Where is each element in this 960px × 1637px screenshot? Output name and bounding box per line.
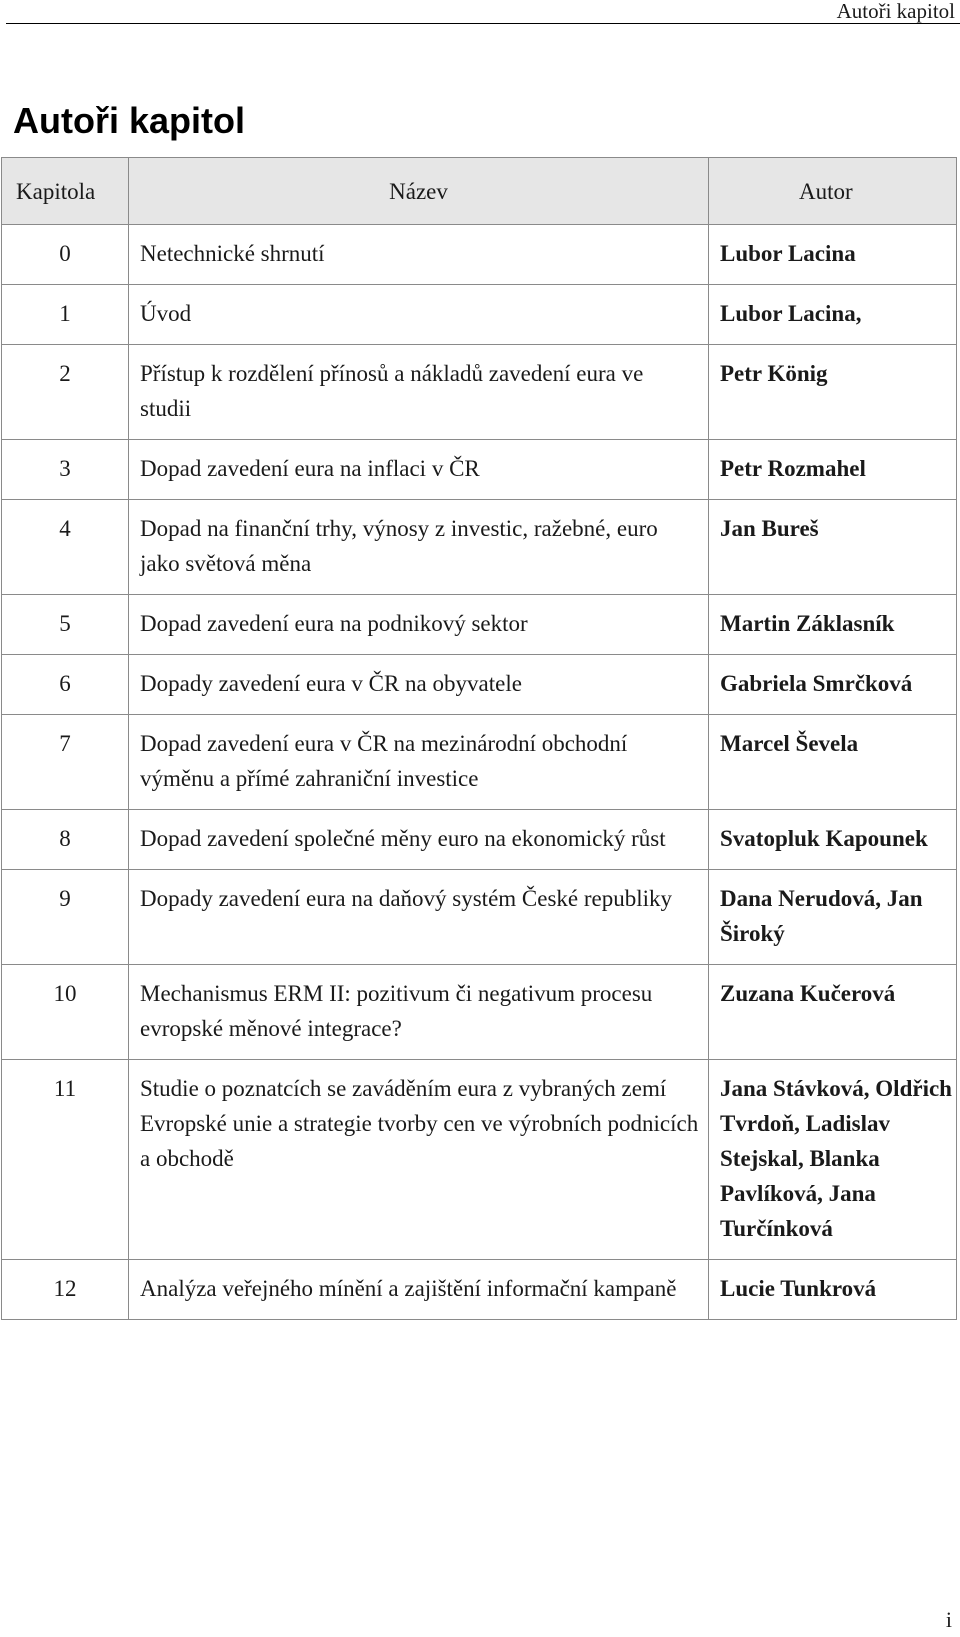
chapter-author: Petr König — [709, 345, 957, 440]
chapter-number: 8 — [2, 810, 129, 870]
chapter-author: Petr Rozmahel — [709, 440, 957, 500]
table-row — [2, 965, 957, 1060]
chapter-title: Přístup k rozdělení přínosů a nákladů zavedení eura ve studii — [129, 345, 709, 440]
running-header: Autoři kapitol — [836, 0, 955, 23]
authors-table — [1, 157, 957, 1320]
column-header-author: Autor — [709, 158, 957, 225]
chapter-number: 9 — [2, 870, 129, 965]
chapter-author: Gabriela Smrčková — [709, 655, 957, 715]
column-header-chapter: Kapitola — [2, 158, 129, 225]
chapter-author: Marcel Ševela — [709, 715, 957, 810]
chapter-number: 11 — [2, 1060, 129, 1260]
table-row — [2, 285, 957, 345]
chapter-author: Lubor Lacina, — [709, 285, 957, 345]
chapter-author: Jan Bureš — [709, 500, 957, 595]
table-row — [2, 440, 957, 500]
chapter-author: Lucie Tunkrová — [709, 1260, 957, 1320]
chapter-number: 10 — [2, 965, 129, 1060]
chapter-title: Analýza veřejného mínění a zajištění informační kampaně — [129, 1260, 709, 1320]
table-row — [2, 715, 957, 810]
table-row — [2, 225, 957, 285]
chapter-number: 2 — [2, 345, 129, 440]
page-title: Autoři kapitol — [13, 100, 245, 141]
chapter-number: 0 — [2, 225, 129, 285]
chapter-title: Dopad zavedení eura na podnikový sektor — [129, 595, 709, 655]
table-row — [2, 595, 957, 655]
chapter-number: 7 — [2, 715, 129, 810]
table-header-row — [2, 158, 957, 225]
chapter-title: Úvod — [129, 285, 709, 345]
chapter-author: Jana Stávková, Oldřich Tvrdoň, Ladislav Stejskal, Blanka Pavlíková, Jana Turčínková — [709, 1060, 957, 1260]
chapter-title: Dopad zavedení eura v ČR na mezinárodní obchodní výměnu a přímé zahraniční investice — [129, 715, 709, 810]
table-row — [2, 500, 957, 595]
chapter-title: Studie o poznatcích se zaváděním eura z vybraných zemí Evropské unie a strategie tvorby cen ve výrobních podnicích a obchodě — [129, 1060, 709, 1260]
chapter-author: Svatopluk Kapounek — [709, 810, 957, 870]
chapter-number: 1 — [2, 285, 129, 345]
page-number: i — [945, 1607, 952, 1632]
chapter-title: Dopady zavedení eura na daňový systém České republiky — [129, 870, 709, 965]
chapter-author: Lubor Lacina — [709, 225, 957, 285]
table-row — [2, 345, 957, 440]
chapter-author: Zuzana Kučerová — [709, 965, 957, 1060]
column-header-title: Název — [129, 158, 709, 225]
chapter-number: 5 — [2, 595, 129, 655]
chapter-number: 12 — [2, 1260, 129, 1320]
header-rule — [6, 23, 960, 24]
chapter-number: 4 — [2, 500, 129, 595]
chapter-number: 6 — [2, 655, 129, 715]
chapter-title: Dopad na finanční trhy, výnosy z investic, ražebné, euro jako světová měna — [129, 500, 709, 595]
table-row — [2, 810, 957, 870]
chapter-author: Martin Záklasník — [709, 595, 957, 655]
chapter-author: Dana Nerudová, Jan Široký — [709, 870, 957, 965]
chapter-title: Dopad zavedení společné měny euro na ekonomický růst — [129, 810, 709, 870]
table-row — [2, 1260, 957, 1320]
chapter-title: Netechnické shrnutí — [129, 225, 709, 285]
table-row — [2, 655, 957, 715]
table-body — [2, 225, 957, 1320]
table-row — [2, 870, 957, 965]
chapter-title: Mechanismus ERM II: pozitivum či negativum procesu evropské měnové integrace? — [129, 965, 709, 1060]
chapter-title: Dopad zavedení eura na inflaci v ČR — [129, 440, 709, 500]
chapter-number: 3 — [2, 440, 129, 500]
chapter-title: Dopady zavedení eura v ČR na obyvatele — [129, 655, 709, 715]
table-row — [2, 1060, 957, 1260]
